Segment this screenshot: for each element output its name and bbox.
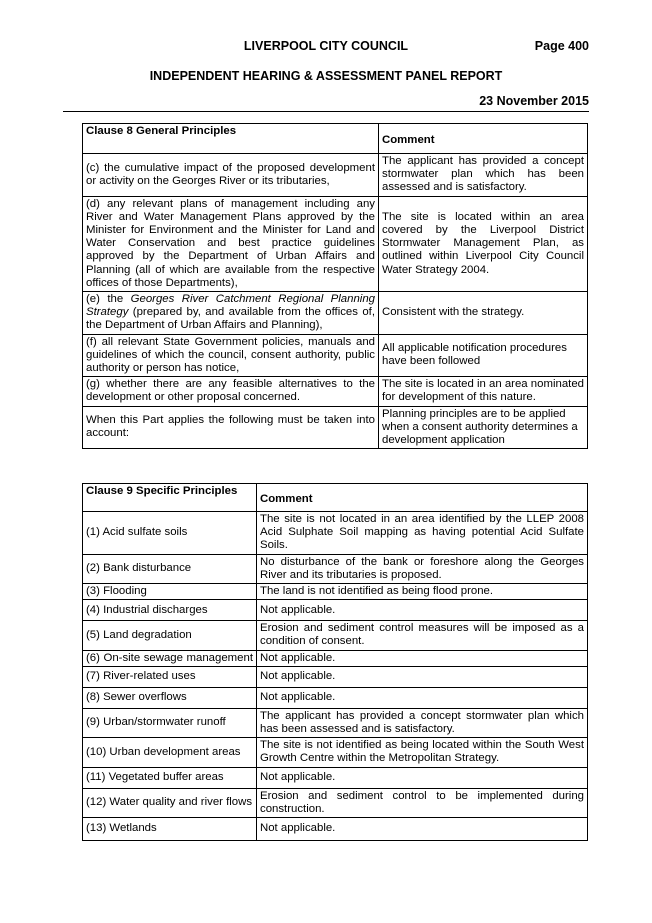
- principle-cell: (1) Acid sulfate soils: [83, 512, 257, 555]
- principle-cell: (13) Wetlands: [83, 818, 257, 841]
- table-row: [83, 196, 588, 291]
- table-row: [83, 767, 588, 788]
- page-number: Page 400: [534, 39, 589, 53]
- clause8-heading: Clause 8 General Principles: [83, 124, 379, 154]
- principle-cell: When this Part applies the following must be taken into account:: [83, 406, 379, 449]
- comment-cell: Not applicable.: [257, 818, 588, 841]
- principle-cell: (4) Industrial discharges: [83, 600, 257, 621]
- table-row: [83, 666, 588, 687]
- comment-cell: Not applicable.: [257, 767, 588, 788]
- table-row: [83, 554, 588, 583]
- comment-cell: The site is not identified as being located within the South West Growth Centre within the Metropolitan Strategy.: [257, 738, 588, 767]
- principle-cell: (f) all relevant State Government policies, manuals and guidelines of which the council, consent authority, public authority or person has notice,: [83, 334, 379, 377]
- principle-cell: (12) Water quality and river flows: [83, 788, 257, 817]
- table-row: [83, 621, 588, 650]
- comment-heading: Comment: [257, 484, 588, 512]
- table-row: [83, 687, 588, 708]
- table-row: [83, 584, 588, 600]
- principle-cell: (g) whether there are any feasible alternatives to the development or other proposal concerned.: [83, 377, 379, 406]
- report-date: 23 November 2015: [479, 94, 589, 108]
- principle-cell: (9) Urban/stormwater runoff: [83, 708, 257, 737]
- comment-cell: The site is located in an area nominated for development of this nature.: [379, 377, 588, 406]
- table-row: [83, 818, 588, 841]
- comment-cell: The land is not identified as being flood prone.: [257, 584, 588, 600]
- comment-heading: Comment: [379, 124, 588, 154]
- table-row: [83, 512, 588, 555]
- principle-cell: (3) Flooding: [83, 584, 257, 600]
- table-row: [83, 708, 588, 737]
- comment-cell: Not applicable.: [257, 687, 588, 708]
- table-row: [83, 600, 588, 621]
- comment-cell: The site is located within an area covered by the Liverpool District Stormwater Management Plan, as outlined within Liverpool City Council Water Strategy 2004.: [379, 196, 588, 291]
- principle-cell: (c) the cumulative impact of the proposed development or activity on the Georges River or its tributaries,: [83, 154, 379, 197]
- table-row: [83, 292, 588, 335]
- table-row: [83, 154, 588, 197]
- comment-cell: Erosion and sediment control to be implemented during construction.: [257, 788, 588, 817]
- comment-cell: Not applicable.: [257, 650, 588, 666]
- table-row: [83, 738, 588, 767]
- principle-prefix: (e) the: [86, 293, 131, 306]
- comment-cell: The applicant has provided a concept stormwater plan which has been assessed and is satisfactory.: [379, 154, 588, 197]
- table-row: [83, 788, 588, 817]
- principle-suffix: (prepared by, and available from the offices of, the Department of Urban Affairs and Planning),: [86, 306, 375, 332]
- clause9-table: [82, 483, 588, 841]
- table-row: [83, 406, 588, 449]
- table-header-row: [83, 124, 588, 154]
- comment-cell: Not applicable.: [257, 600, 588, 621]
- comment-cell: The applicant has provided a concept stormwater plan which has been assessed and is satisfactory.: [257, 708, 588, 737]
- table-header-row: [83, 484, 588, 512]
- comment-cell: Not applicable.: [257, 666, 588, 687]
- comment-cell: No disturbance of the bank or foreshore along the Georges River and its tributaries is proposed.: [257, 554, 588, 583]
- principle-cell: (2) Bank disturbance: [83, 554, 257, 583]
- strategy-title: Georges River Catchment Regional Planning Strategy: [86, 293, 375, 319]
- clause8-table: [82, 123, 588, 449]
- principle-cell: (10) Urban development areas: [83, 738, 257, 767]
- comment-cell: Consistent with the strategy.: [379, 292, 588, 335]
- comment-cell: The site is not located in an area identified by the LLEP 2008 Acid Sulphate Soil mapping as having potential Acid Sulfate Soils.: [257, 512, 588, 555]
- principle-cell: (8) Sewer overflows: [83, 687, 257, 708]
- table-row: [83, 334, 588, 377]
- table-row: [83, 650, 588, 666]
- principle-cell: (d) any relevant plans of management including any River and Water Management Plans approved by the Minister for Environment and the Minister for Land and Water Conservation and best practice guidelines approved by the Department of Urban Affairs and Planning (all of which are available from the respective offices of those Departments),: [83, 196, 379, 291]
- council-name: LIVERPOOL CITY COUNCIL: [243, 39, 409, 53]
- comment-cell: All applicable notification procedures have been followed: [379, 334, 588, 377]
- principle-cell: (11) Vegetated buffer areas: [83, 767, 257, 788]
- principle-cell: (6) On-site sewage management: [83, 650, 257, 666]
- table-row: [83, 377, 588, 406]
- principle-cell: [83, 292, 379, 335]
- principle-cell: (5) Land degradation: [83, 621, 257, 650]
- report-title: INDEPENDENT HEARING & ASSESSMENT PANEL REPORT: [149, 69, 503, 83]
- header-rule: [63, 111, 589, 112]
- clause9-heading: Clause 9 Specific Principles: [83, 484, 257, 512]
- comment-cell: Planning principles are to be applied when a consent authority determines a development application: [379, 406, 588, 449]
- principle-cell: (7) River-related uses: [83, 666, 257, 687]
- comment-cell: Erosion and sediment control measures will be imposed as a condition of consent.: [257, 621, 588, 650]
